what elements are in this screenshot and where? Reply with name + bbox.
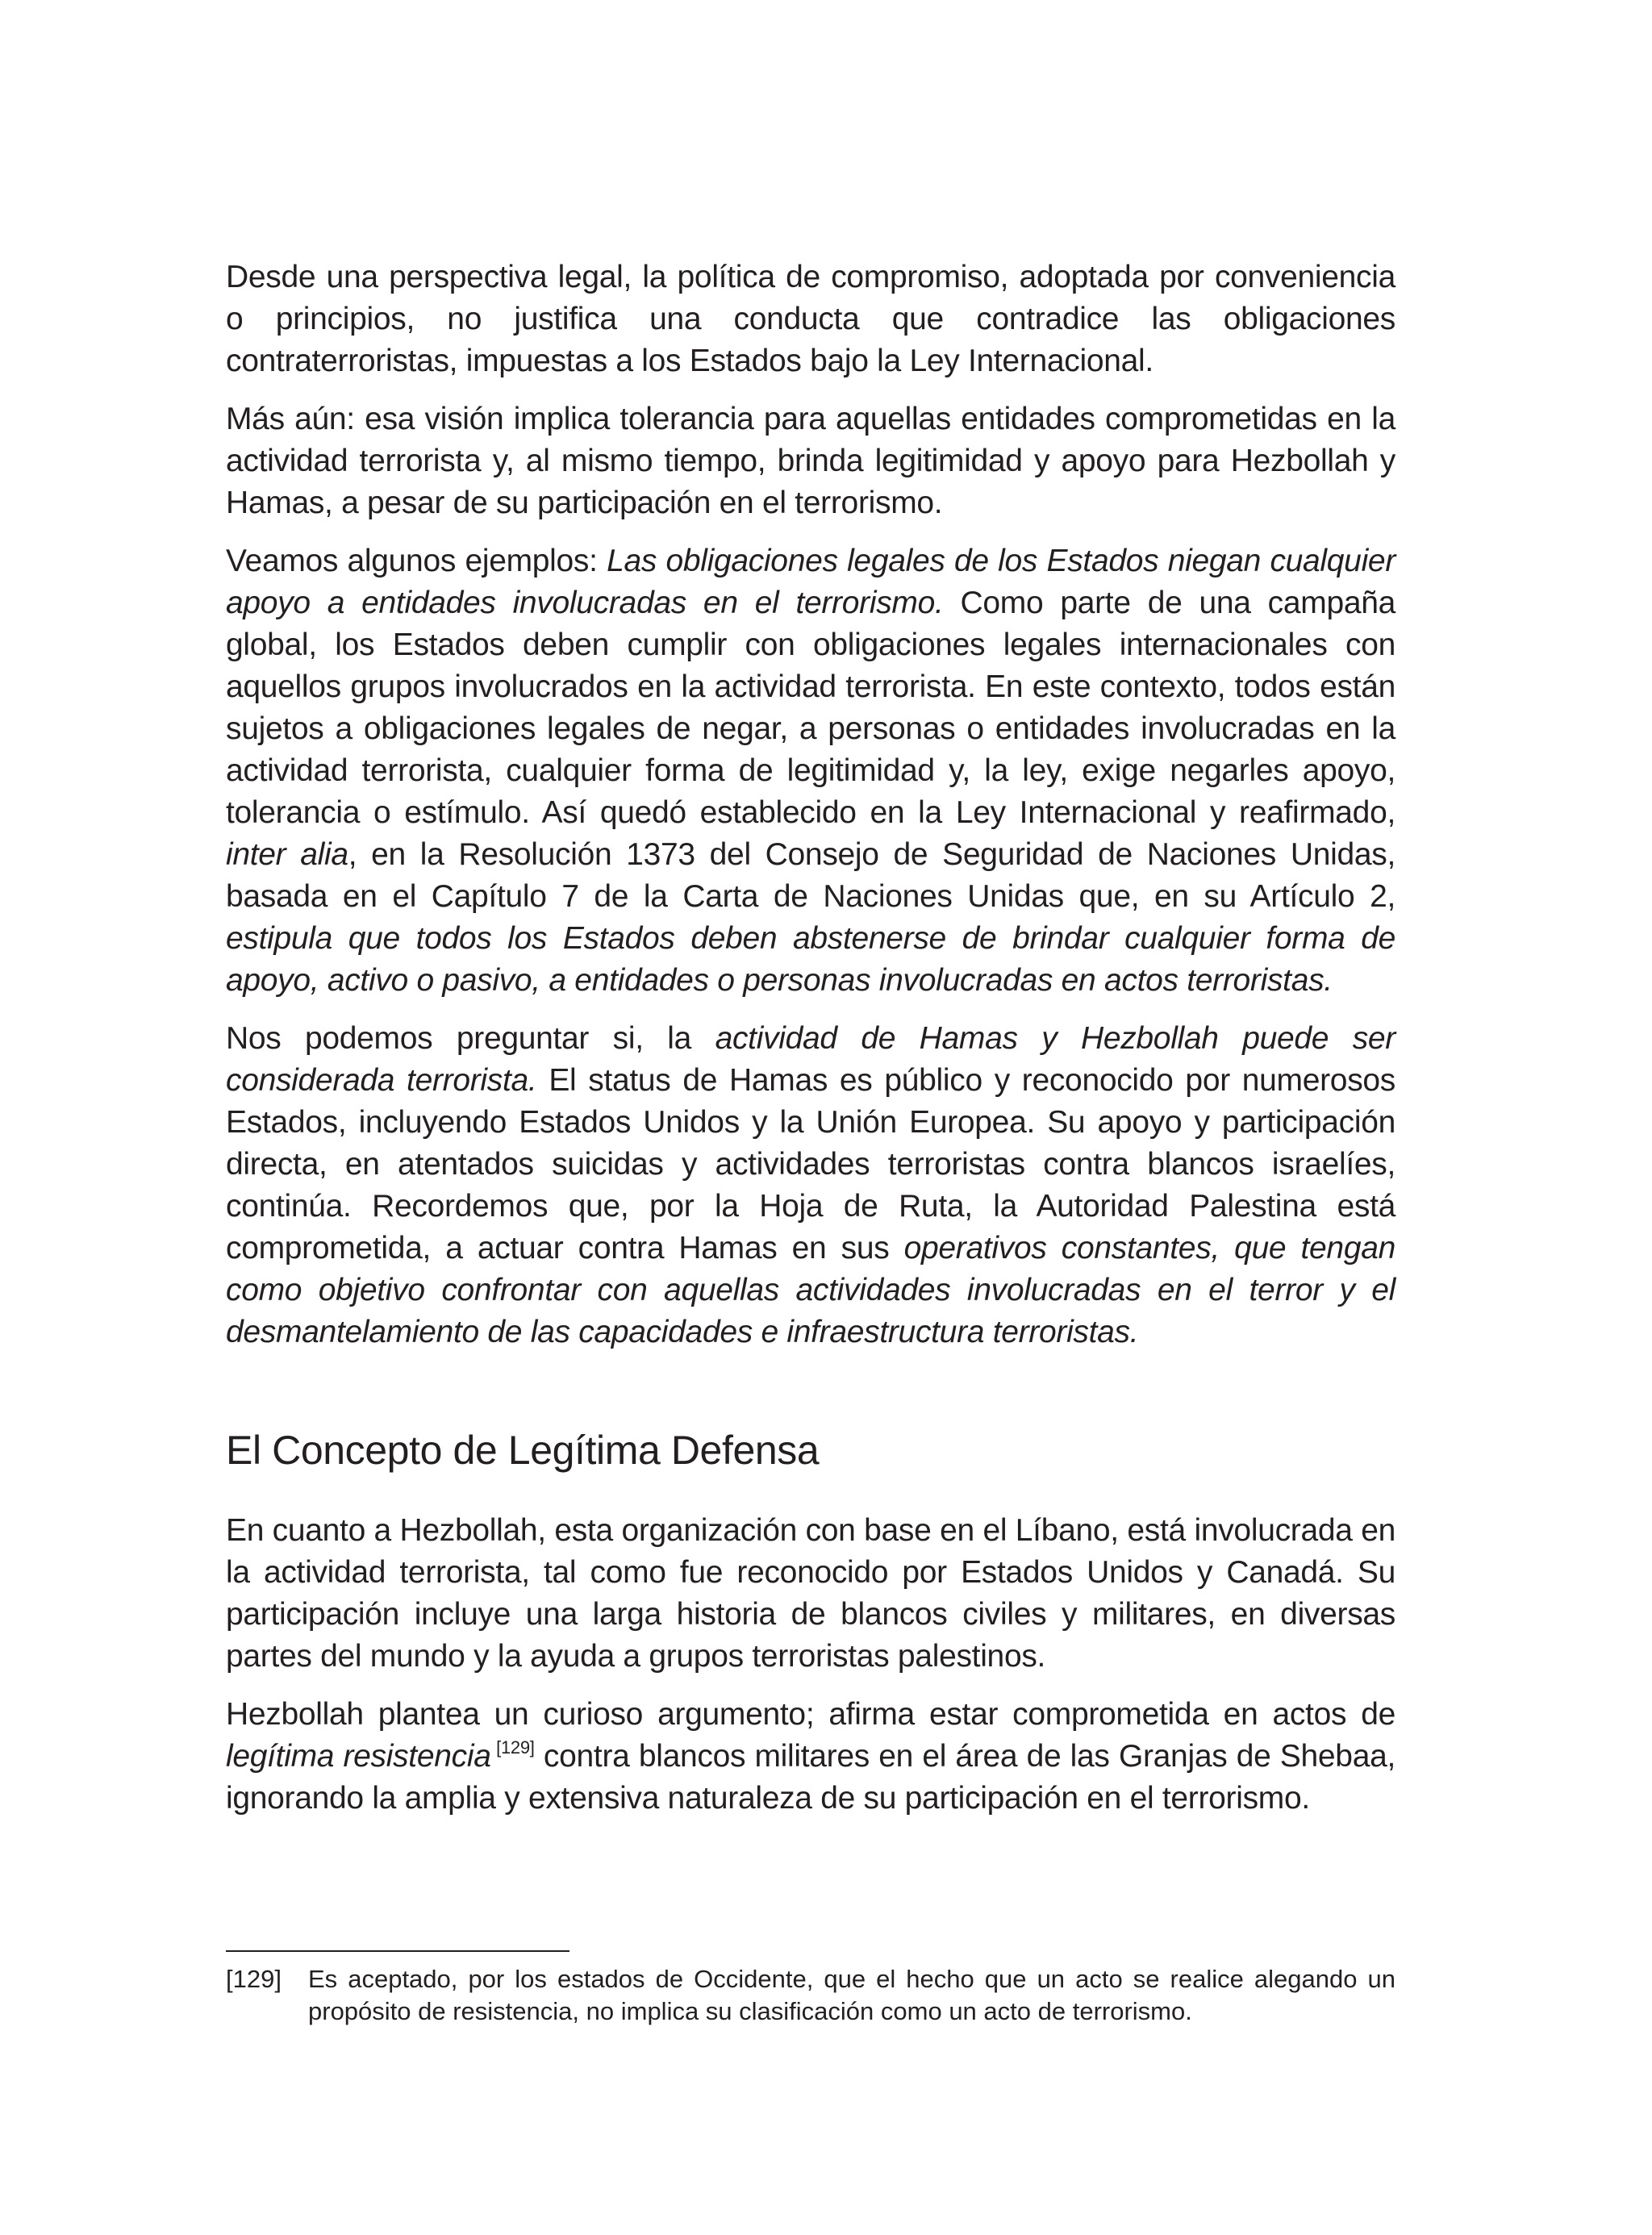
emphasis-text: actividad de Hamas y Hezbollah puede ser considerada terrorista.	[226, 1021, 1395, 1098]
emphasis-text: estipula que todos los Estados deben abstenerse de brindar cualquier forma de apoyo, activo o pasivo, a entidades o personas involucradas en actos terroristas.	[226, 921, 1395, 998]
footnote-divider	[226, 1950, 569, 1952]
paragraph-text: Como parte de una campaña global, los Estados deben cumplir con obligaciones legales internacionales con aquellos grupos involucrados en la actividad terrorista. En este contexto, todos están sujetos a obligaciones legales de negar, a personas o entidades involucradas en la actividad terrorista, cualquier forma de legitimidad y, la ley, exige negarles apoyo, tolerancia o estímulo. Así quedó establecido en la Ley Internacional y reafirmado,	[226, 586, 1395, 830]
body-section-before	[226, 256, 1395, 1353]
paragraph-text: , en la Resolución 1373 del Consejo de Seguridad de Naciones Unidas, basada en el Capítulo 7 de la Carta de Naciones Unidas que, en su Artículo 2,	[226, 837, 1395, 914]
paragraph	[226, 256, 1395, 382]
paragraph-text: Nos podemos preguntar si, la	[226, 1021, 715, 1056]
paragraph-text: Desde una perspectiva legal, la política de compromiso, adoptada por conveniencia o principios, no justifica una conducta que contradice las obligaciones contraterroristas, impuestas a los Estados bajo la Ley Internacional.	[226, 260, 1395, 378]
paragraph-text: Más aún: esa visión implica tolerancia para aquellas entidades comprometidas en la actividad terrorista y, al mismo tiempo, brinda legitimidad y apoyo para Hezbollah y Hamas, a pesar de su participación en el terrorismo.	[226, 402, 1395, 520]
paragraph-text: contra blancos militares en el área de las Granjas de Shebaa, ignorando la amplia y extensiva naturaleza de su participación en el terrorismo.	[226, 1739, 1396, 1816]
paragraph-text: Hezbollah plantea un curioso argumento; afirma estar comprometida en actos de	[226, 1697, 1395, 1732]
footnote-reference: [129]	[490, 1737, 535, 1758]
paragraph	[226, 540, 1395, 1002]
paragraph	[226, 1694, 1395, 1820]
body-section-after	[226, 1510, 1395, 1820]
footnote-number: [129]	[226, 1965, 282, 1993]
emphasis-text: operativos constantes, que tengan como objetivo confrontar con aquellas actividades involucradas en el terror y el desmantelamiento de las capacidades e infraestructura terroristas.	[226, 1231, 1395, 1349]
emphasis-text: Las obligaciones legales de los Estados niegan cualquier apoyo a entidades involucradas en el terrorismo.	[226, 544, 1396, 620]
document-body	[226, 256, 1395, 1836]
emphasis-text: legítima resistencia	[226, 1739, 491, 1774]
paragraph-text: Veamos algunos ejemplos:	[226, 544, 607, 578]
paragraph-text: En cuanto a Hezbollah, esta organización con base en el Líbano, está involucrada en la actividad terrorista, tal como fue reconocido por Estados Unidos y Canadá. Su participación incluye una larga historia de blancos civiles y militares, en diversas partes del mundo y la ayuda a grupos terroristas palestinos.	[226, 1513, 1395, 1674]
paragraph-text: El status de Hamas es público y reconocido por numerosos Estados, incluyendo Estados Unidos y la Unión Europea. Su apoyo y participación directa, en atentados suicidas y actividades terroristas contra blancos israelíes, continúa. Recordemos que, por la Hoja de Ruta, la Autoridad Palestina está comprometida, a actuar contra Hamas en sus	[226, 1063, 1395, 1266]
paragraph	[226, 398, 1395, 524]
paragraph	[226, 1018, 1395, 1353]
section-heading: El Concepto de Legítima Defensa	[226, 1428, 820, 1473]
footnote	[226, 1963, 1395, 2028]
emphasis-text: inter alia	[226, 837, 348, 872]
footnote-text: Es aceptado, por los estados de Occidente, que el hecho que un acto se realice alegando un propósito de resistencia, no implica su clasificación como un acto de terrorismo.	[308, 1965, 1395, 2025]
paragraph	[226, 1510, 1395, 1678]
